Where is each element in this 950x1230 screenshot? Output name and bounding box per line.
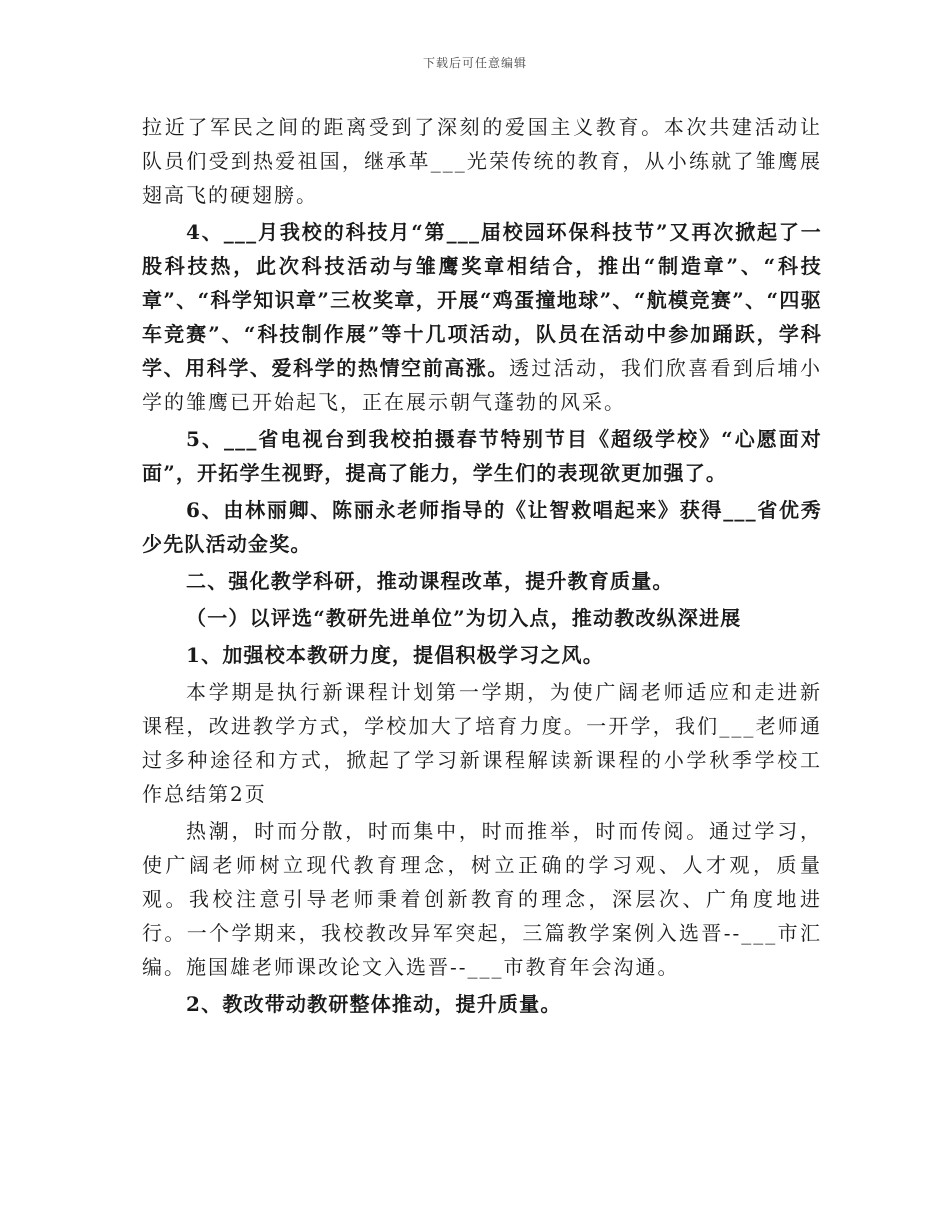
section-heading-2: 二、强化教学科研，推动课程改革，提升教育质量。 (186, 569, 674, 593)
paragraph-study: 热潮，时而分散，时而集中，时而推举，时而传阅。通过学习，使广阔老师树立现代教育理念，树立正确的学习观、人才观，质量观。我校注意引导老师秉着创新教育的理念，深层次、广角度地进行。一个学期来，我校教改异军突起，三篇教学案例入选晋--___市汇编。施国雄老师课改论文入选晋--___市教育年会沟通。 (142, 819, 822, 979)
subsection-heading-1: （一）以评选“教研先进单位”为切入点，推动教改纵深进展 (186, 606, 742, 630)
paragraph-semester: 本学期是执行新课程计划第一学期，为使广阔老师适应和走进新课程，改进教学方式，学校加大了培育力度。一开学，我们___老师通过多种途径和方式，掀起了学习新课程解读新课程的小学秋季学校工作总结第2页 (142, 680, 822, 806)
page-header: 下载后可任意编辑 (422, 56, 527, 70)
item-heading-1: 1、加强校本教研力度，提倡积极学习之风。 (186, 643, 604, 667)
paragraph-item-5: 5、___省电视台到我校拍摄春节特别节目《超级学校》“心愿面对面”，开拓学生视野，提高了能力，学生们的表现欲更加强了。 (142, 427, 822, 485)
paragraph-item-6: 6、由林丽卿、陈丽永老师指导的《让智救唱起来》获得___省优秀少先队活动金奖。 (142, 498, 822, 556)
document-body (142, 110, 822, 1021)
item-4-normal-text: 透过活动，我们欣喜看到后埔小学的雏鹰已开始起飞，正在展示朝气蓬勃的风采。 (142, 356, 823, 414)
item-4-bold-text: 4、___月我校的科技月“第___届校园环保科技节”又再次掀起了一股科技热，此次科技活动与雏鹰奖章相结合，推出“制造章”、“科技章”、“科学知识章”三枚奖章，开展“鸡蛋撞地球”、“航模竞赛”、“四驱车竞赛”、“科技制作展”等十几项活动，队员在活动中参加踊跃，学科学、用科学、爱科学的热情空前高涨。 (142, 220, 822, 380)
paragraph-item-4 (142, 215, 822, 419)
item-heading-2: 2、教改带动教研整体推动，提升质量。 (186, 992, 562, 1016)
paragraph-1: 拉近了军民之间的距离受到了深刻的爱国主义教育。本次共建活动让队员们受到热爱祖国，继承革___光荣传统的教育，从小练就了雏鹰展翅高飞的硬翅膀。 (142, 115, 822, 207)
